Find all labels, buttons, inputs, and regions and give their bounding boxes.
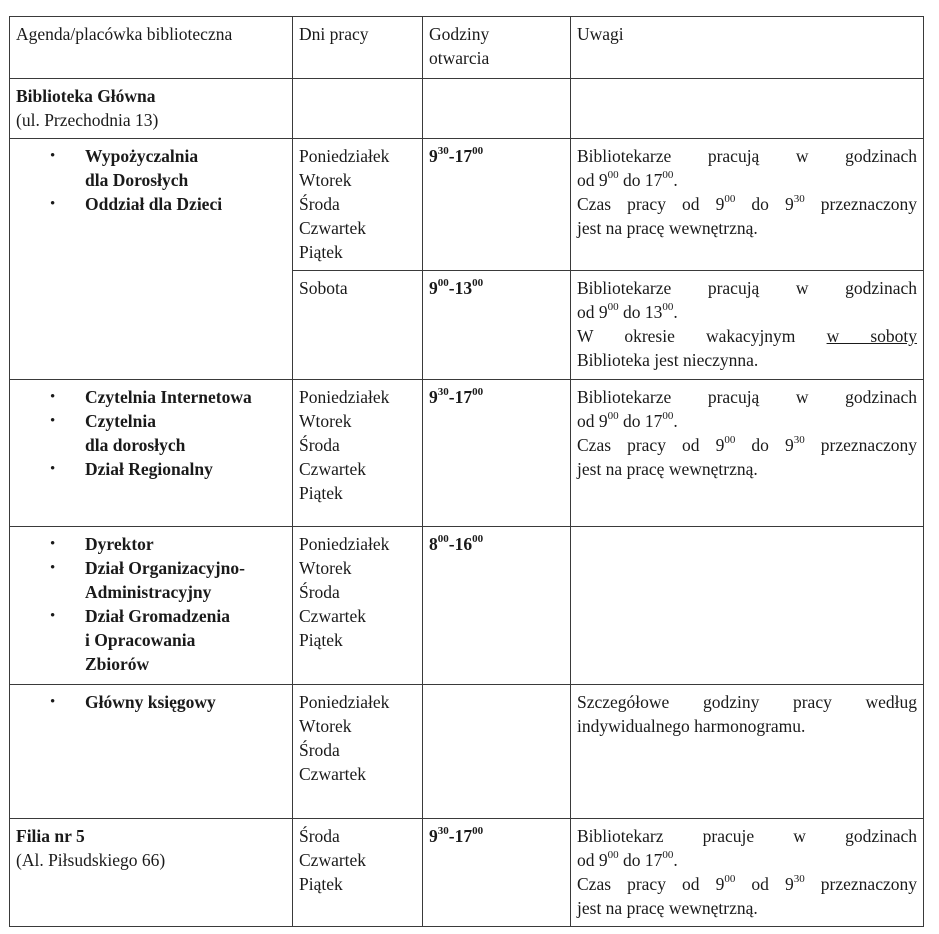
list-item: • Dział Gromadzenia i Opracowania Zbiorów <box>50 606 231 674</box>
section2-note: Bibliotekarze pracują w godzinach od $9^{00}$ do $17^{00}$. Czas pracy od $9^{00}$ do $9^{30}$ przeznaczony jest na pracę wewnętrzną. <box>571 380 924 527</box>
section2-hours: $9^{30}-17^{00}$ <box>423 380 571 527</box>
bullet-icon: • <box>50 560 56 576</box>
bullet-icon: • <box>50 461 56 477</box>
bullet-icon: • <box>50 694 56 710</box>
header-unit: Agenda/placówka biblioteczna <box>10 17 293 79</box>
section1-weekday-row <box>10 139 924 271</box>
empty-cell <box>293 79 423 139</box>
section4-row <box>10 685 924 819</box>
section1-saturday-hours: $9^{00}-13^{00}$ <box>423 271 571 380</box>
section1-units <box>10 139 293 380</box>
section1-weekday-hours: $9^{30}-17^{00}$ <box>423 139 571 271</box>
list-item: • Wypożyczalnia dla Dorosłych <box>50 146 199 190</box>
section4-note: Szczegółowe godziny pracy według indywidualnego harmonogramu. <box>571 685 924 819</box>
branch5-name: Filia nr 5 <box>16 826 85 846</box>
section4-units <box>10 685 293 819</box>
section1-saturday-days: Sobota <box>293 271 423 380</box>
main-library-cell <box>10 79 293 139</box>
section4-days: Poniedziałek Wtorek Środa Czwartek <box>293 685 423 819</box>
section3-note <box>571 527 924 685</box>
bullet-icon: • <box>50 536 56 552</box>
bullet-icon: • <box>50 608 56 624</box>
bullet-icon: • <box>50 389 56 405</box>
section3-hours: $8^{00}-16^{00}$ <box>423 527 571 685</box>
header-notes: Uwagi <box>571 17 924 79</box>
header-hours <box>423 17 571 79</box>
section3-units <box>10 527 293 685</box>
empty-cell <box>423 79 571 139</box>
list-item: • Dział Organizacyjno- Administracyjny <box>50 558 245 602</box>
header-hours-line1: Godziny <box>429 24 490 44</box>
header-days: Dni pracy <box>293 17 423 79</box>
section1-weekday-note: Bibliotekarze pracują w godzinach od $9^{00}$ do $17^{00}$. Czas pracy od $9^{00}$ do $9^{30}$ przeznaczony jest na pracę wewnętrzną. <box>571 139 924 271</box>
opening-hours-table <box>9 16 924 927</box>
main-library-name: Biblioteka Główna <box>16 86 156 106</box>
list-item: • Główny księgowy <box>50 692 216 712</box>
list-item: • Czytelnia Internetowa <box>50 387 252 407</box>
header-hours-line2: otwarcia <box>429 48 490 68</box>
list-item: • Oddział dla Dzieci <box>50 194 223 214</box>
bullet-icon: • <box>50 148 56 164</box>
empty-cell <box>571 79 924 139</box>
bullet-icon: • <box>50 196 56 212</box>
main-library-row <box>10 79 924 139</box>
branch5-hours: $9^{30}-17^{00}$ <box>423 819 571 927</box>
section3-days: Poniedziałek Wtorek Środa Czwartek Piątek <box>293 527 423 685</box>
bullet-icon: • <box>50 413 56 429</box>
branch5-note: Bibliotekarz pracuje w godzinach od $9^{00}$ do $17^{00}$. Czas pracy od $9^{00}$ od $9^{30}$ przeznaczony jest na pracę wewnętrzną. <box>571 819 924 927</box>
branch5-days: Środa Czwartek Piątek <box>293 819 423 927</box>
list-item: • Dział Regionalny <box>50 459 213 479</box>
branch5-cell <box>10 819 293 927</box>
section1-saturday-note: Bibliotekarze pracują w godzinach od $9^{00}$ do $13^{00}$. W okresie wakacyjnym w soboty Biblioteka jest nieczynna. <box>571 271 924 380</box>
branch5-row <box>10 819 924 927</box>
section3-row <box>10 527 924 685</box>
list-item: • Dyrektor <box>50 534 154 554</box>
branch5-address: (Al. Piłsudskiego 66) <box>16 850 166 870</box>
section2-row <box>10 380 924 527</box>
section4-hours <box>423 685 571 819</box>
section2-days: Poniedziałek Wtorek Środa Czwartek Piątek <box>293 380 423 527</box>
header-row <box>10 17 924 79</box>
list-item: • Czytelnia dla dorosłych <box>50 411 186 455</box>
main-library-address: (ul. Przechodnia 13) <box>16 110 159 130</box>
section1-weekday-days: Poniedziałek Wtorek Środa Czwartek Piątek <box>293 139 423 271</box>
section2-units <box>10 380 293 527</box>
